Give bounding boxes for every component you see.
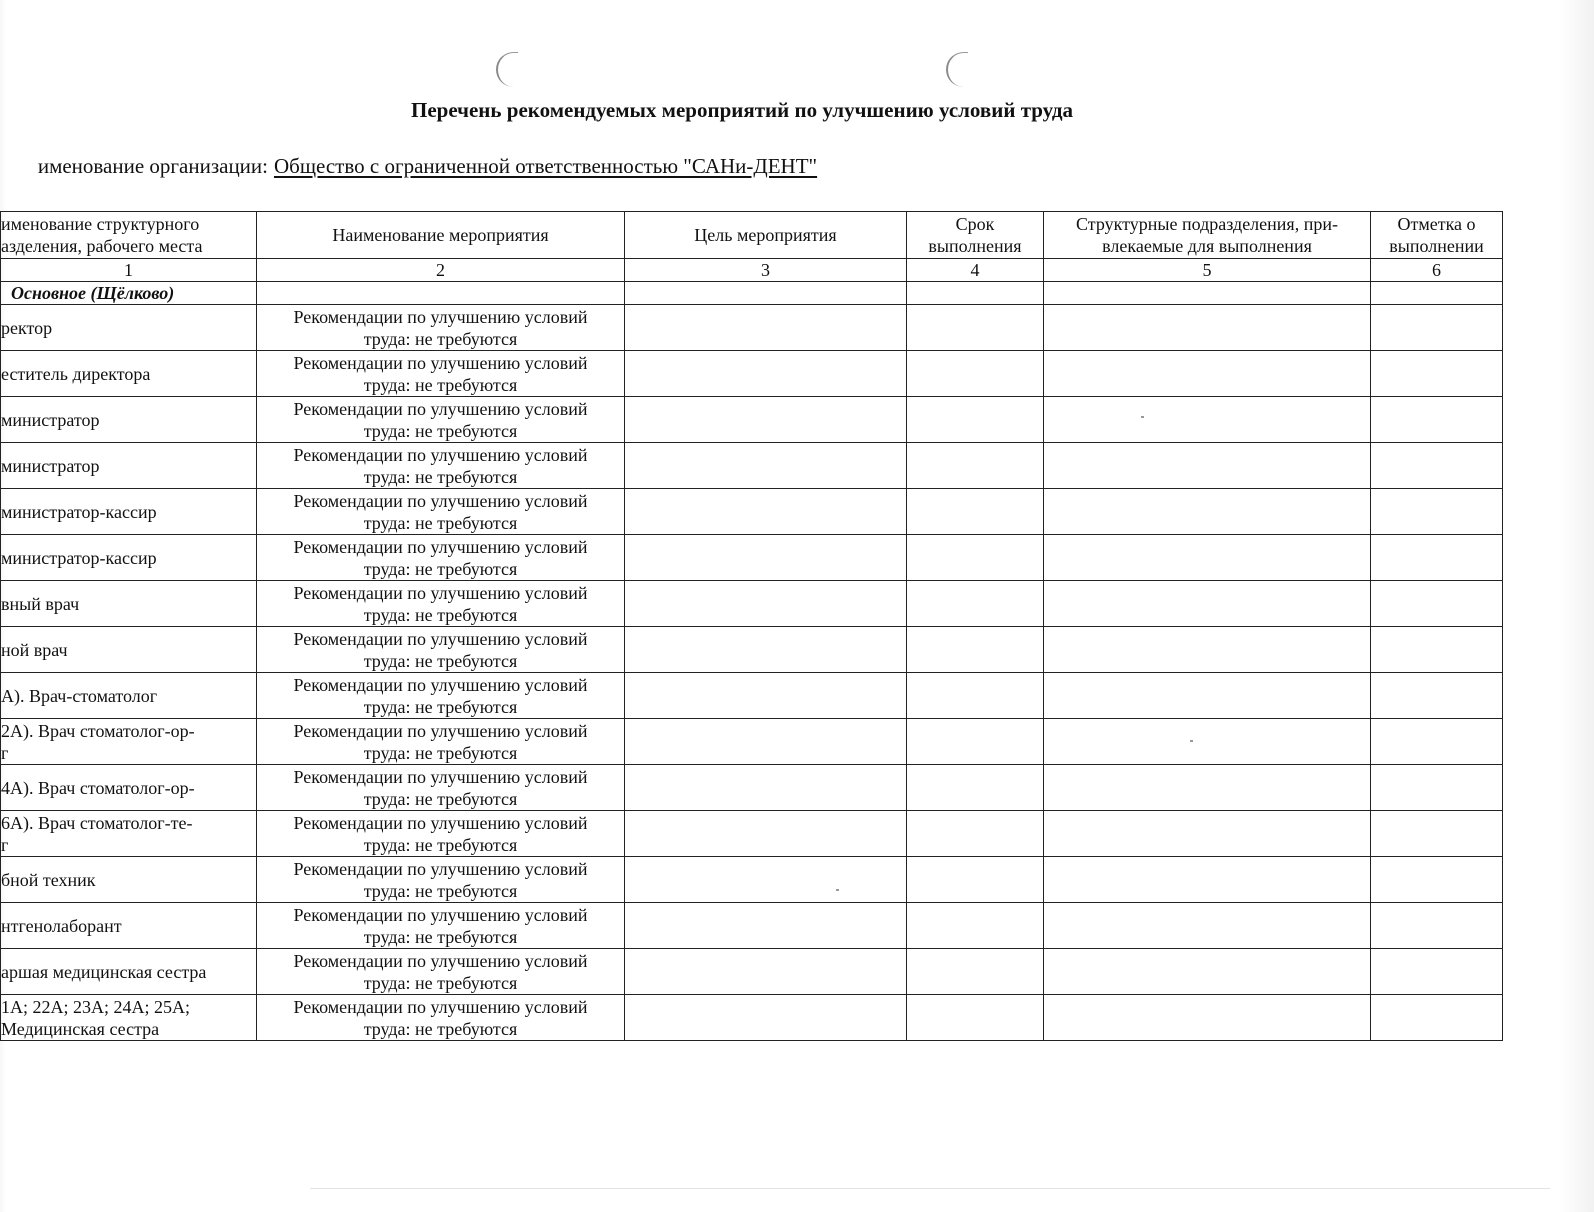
goal-cell xyxy=(625,903,907,949)
workplace-cell xyxy=(1,305,257,351)
workplace-name: Медицинская сестра xyxy=(1,1018,160,1039)
completion-cell xyxy=(1371,765,1503,811)
table-row xyxy=(1,535,1503,581)
table-row xyxy=(1,811,1503,857)
workplace-name: 6А). Врач стоматолог-те- xyxy=(1,812,193,833)
workplace-name: нтгенолаборант xyxy=(1,915,122,936)
workplace-name: А). Врач-стоматолог xyxy=(1,685,158,706)
measure-text: Рекомендации по улучшению условий xyxy=(293,766,588,787)
measure-text: труда: не требуются xyxy=(363,788,518,809)
header-measure-goal: Цель мероприятия xyxy=(625,212,907,259)
departments-cell xyxy=(1044,903,1371,949)
measure-cell xyxy=(257,397,625,443)
table-row xyxy=(1,627,1503,673)
measure-text: Рекомендации по улучшению условий xyxy=(293,950,588,971)
departments-cell xyxy=(1044,489,1371,535)
header-line: азделения, рабочего места xyxy=(1,236,203,256)
departments-cell xyxy=(1044,627,1371,673)
workplace-cell xyxy=(1,581,257,627)
column-number: 3 xyxy=(625,259,907,282)
measure-text: труда: не требуются xyxy=(363,420,518,441)
completion-cell xyxy=(1371,535,1503,581)
header-measure-name: Наименование мероприятия xyxy=(257,212,625,259)
workplace-cell xyxy=(1,765,257,811)
measure-cell xyxy=(257,627,625,673)
measure-cell xyxy=(257,949,625,995)
completion-cell xyxy=(1371,949,1503,995)
workplace-name: министратор xyxy=(1,409,100,430)
measure-text: Рекомендации по улучшению условий xyxy=(293,490,588,511)
header-deadline: Срок выполнения xyxy=(907,212,1044,259)
workplace-cell xyxy=(1,397,257,443)
measure-text: Рекомендации по улучшению условий xyxy=(293,628,588,649)
measure-text: труда: не требуются xyxy=(363,926,518,947)
organization-line xyxy=(0,154,829,179)
workplace-name: 1А; 22А; 23А; 24А; 25А; xyxy=(1,996,190,1017)
deadline-cell xyxy=(907,949,1044,995)
scan-edge-line xyxy=(310,1188,1550,1189)
departments-cell xyxy=(1044,581,1371,627)
measure-text: труда: не требуются xyxy=(363,558,518,579)
measure-cell xyxy=(257,535,625,581)
table-row xyxy=(1,719,1503,765)
measure-cell xyxy=(257,305,625,351)
departments-cell xyxy=(1044,535,1371,581)
header-workplace xyxy=(1,212,257,259)
deadline-cell xyxy=(907,397,1044,443)
workplace-name: вный врач xyxy=(1,593,80,614)
goal-cell xyxy=(625,627,907,673)
measure-text: труда: не требуются xyxy=(363,880,518,901)
table-row xyxy=(1,581,1503,627)
workplace-cell xyxy=(1,995,257,1041)
measure-cell xyxy=(257,351,625,397)
goal-cell xyxy=(625,351,907,397)
departments-cell xyxy=(1044,719,1371,765)
departments-cell xyxy=(1044,443,1371,489)
deadline-cell xyxy=(907,581,1044,627)
goal-cell xyxy=(625,857,907,903)
goal-cell xyxy=(625,811,907,857)
measure-text: труда: не требуются xyxy=(363,834,518,855)
workplace-name: бной техник xyxy=(1,869,96,890)
deadline-cell xyxy=(907,351,1044,397)
column-number: 2 xyxy=(257,259,625,282)
workplace-name: 4А). Врач стоматолог-ор- xyxy=(1,777,195,798)
workplace-cell xyxy=(1,857,257,903)
deadline-cell xyxy=(907,903,1044,949)
goal-cell xyxy=(625,443,907,489)
measure-text: труда: не требуются xyxy=(363,742,518,763)
measure-cell xyxy=(257,903,625,949)
measure-cell xyxy=(257,581,625,627)
workplace-name: г xyxy=(1,834,9,855)
column-number: 1 xyxy=(1,259,257,282)
measure-text: труда: не требуются xyxy=(363,972,518,993)
table-row xyxy=(1,949,1503,995)
scan-speck xyxy=(1190,740,1193,742)
table-header-row xyxy=(1,212,1503,259)
completion-cell xyxy=(1371,627,1503,673)
workplace-cell xyxy=(1,443,257,489)
section-name: Основное (Щёлково) xyxy=(1,282,257,305)
organization-label: именование организации: xyxy=(37,154,268,178)
table-row xyxy=(1,903,1503,949)
completion-cell xyxy=(1371,581,1503,627)
workplace-name: г xyxy=(1,742,9,763)
workplace-name: министратор xyxy=(1,455,100,476)
measure-text: труда: не требуются xyxy=(363,696,518,717)
workplace-cell xyxy=(1,719,257,765)
table-row xyxy=(1,489,1503,535)
completion-cell xyxy=(1371,351,1503,397)
header-completion-mark: Отметка о выполнении xyxy=(1371,212,1503,259)
deadline-cell xyxy=(907,627,1044,673)
measure-cell xyxy=(257,489,625,535)
deadline-cell xyxy=(907,305,1044,351)
measure-text: Рекомендации по улучшению условий xyxy=(293,536,588,557)
column-number: 6 xyxy=(1371,259,1503,282)
workplace-name: ректор xyxy=(1,317,53,338)
document-title: Перечень рекомендуемых мероприятий по улучшению условий труда xyxy=(411,98,1073,122)
measure-cell xyxy=(257,811,625,857)
measure-cell xyxy=(257,673,625,719)
goal-cell xyxy=(625,673,907,719)
workplace-name: министратор-кассир xyxy=(1,547,157,568)
completion-cell xyxy=(1371,811,1503,857)
workplace-cell xyxy=(1,351,257,397)
measure-cell xyxy=(257,765,625,811)
goal-cell xyxy=(625,581,907,627)
measure-text: Рекомендации по улучшению условий xyxy=(293,996,588,1017)
goal-cell xyxy=(625,489,907,535)
completion-cell xyxy=(1371,489,1503,535)
measure-cell xyxy=(257,857,625,903)
table-row xyxy=(1,765,1503,811)
workplace-name: 2А). Врач стоматолог-ор- xyxy=(1,720,195,741)
goal-cell xyxy=(625,765,907,811)
goal-cell xyxy=(625,949,907,995)
departments-cell xyxy=(1044,857,1371,903)
completion-cell xyxy=(1371,857,1503,903)
departments-cell xyxy=(1044,949,1371,995)
goal-cell xyxy=(625,719,907,765)
deadline-cell xyxy=(907,765,1044,811)
workplace-cell xyxy=(1,949,257,995)
table-row xyxy=(1,673,1503,719)
measures-table xyxy=(0,211,1503,1041)
measure-text: Рекомендации по улучшению условий xyxy=(293,674,588,695)
measure-text: Рекомендации по улучшению условий xyxy=(293,398,588,419)
measure-text: труда: не требуются xyxy=(363,374,518,395)
measure-text: Рекомендации по улучшению условий xyxy=(293,904,588,925)
section-row xyxy=(1,282,1503,305)
completion-cell xyxy=(1371,995,1503,1041)
measure-text: Рекомендации по улучшению условий xyxy=(293,858,588,879)
table-row xyxy=(1,305,1503,351)
measure-text: Рекомендации по улучшению условий xyxy=(293,306,588,327)
measure-text: труда: не требуются xyxy=(363,512,518,533)
column-number-row xyxy=(1,259,1503,282)
measure-text: Рекомендации по улучшению условий xyxy=(293,720,588,741)
table-row xyxy=(1,995,1503,1041)
scan-speck xyxy=(836,889,839,891)
measure-text: труда: не требуются xyxy=(363,650,518,671)
workplace-cell xyxy=(1,535,257,581)
workplace-cell xyxy=(1,903,257,949)
deadline-cell xyxy=(907,489,1044,535)
column-number: 4 xyxy=(907,259,1044,282)
goal-cell xyxy=(625,995,907,1041)
table-row xyxy=(1,351,1503,397)
deadline-cell xyxy=(907,535,1044,581)
deadline-cell xyxy=(907,857,1044,903)
table-row xyxy=(1,397,1503,443)
deadline-cell xyxy=(907,443,1044,489)
departments-cell xyxy=(1044,995,1371,1041)
deadline-cell xyxy=(907,811,1044,857)
workplace-name: ной врач xyxy=(1,639,68,660)
completion-cell xyxy=(1371,443,1503,489)
column-number: 5 xyxy=(1044,259,1371,282)
completion-cell xyxy=(1371,397,1503,443)
workplace-cell xyxy=(1,489,257,535)
measure-cell xyxy=(257,443,625,489)
deadline-cell xyxy=(907,673,1044,719)
table-row xyxy=(1,857,1503,903)
measure-text: труда: не требуются xyxy=(363,466,518,487)
measure-text: Рекомендации по улучшению условий xyxy=(293,582,588,603)
completion-cell xyxy=(1371,673,1503,719)
measure-text: Рекомендации по улучшению условий xyxy=(293,352,588,373)
scan-speck xyxy=(1141,416,1144,418)
deadline-cell xyxy=(907,719,1044,765)
measure-cell xyxy=(257,995,625,1041)
completion-cell xyxy=(1371,903,1503,949)
measure-text: труда: не требуются xyxy=(363,604,518,625)
departments-cell xyxy=(1044,351,1371,397)
measure-text: Рекомендации по улучшению условий xyxy=(293,812,588,833)
workplace-name: аршая медицинская сестра xyxy=(1,961,207,982)
goal-cell xyxy=(625,535,907,581)
measure-cell xyxy=(257,719,625,765)
completion-cell xyxy=(1371,305,1503,351)
measure-text: труда: не требуются xyxy=(363,1018,518,1039)
departments-cell xyxy=(1044,305,1371,351)
departments-cell xyxy=(1044,811,1371,857)
measure-text: Рекомендации по улучшению условий xyxy=(293,444,588,465)
deadline-cell xyxy=(907,995,1044,1041)
goal-cell xyxy=(625,305,907,351)
workplace-cell xyxy=(1,673,257,719)
completion-cell xyxy=(1371,719,1503,765)
measure-text: труда: не требуются xyxy=(363,328,518,349)
workplace-cell xyxy=(1,811,257,857)
table-row xyxy=(1,443,1503,489)
workplace-name: министратор-кассир xyxy=(1,501,157,522)
departments-cell xyxy=(1044,765,1371,811)
organization-name: Общество с ограниченной ответственностью "САНи-ДЕНТ" xyxy=(274,154,818,178)
goal-cell xyxy=(625,397,907,443)
departments-cell xyxy=(1044,397,1371,443)
departments-cell xyxy=(1044,673,1371,719)
header-line: именование структурного xyxy=(1,214,200,234)
workplace-cell xyxy=(1,627,257,673)
header-departments: Структурные подразделения, при- влекаемые для выполнения xyxy=(1044,212,1371,259)
workplace-name: еститель директора xyxy=(1,363,151,384)
